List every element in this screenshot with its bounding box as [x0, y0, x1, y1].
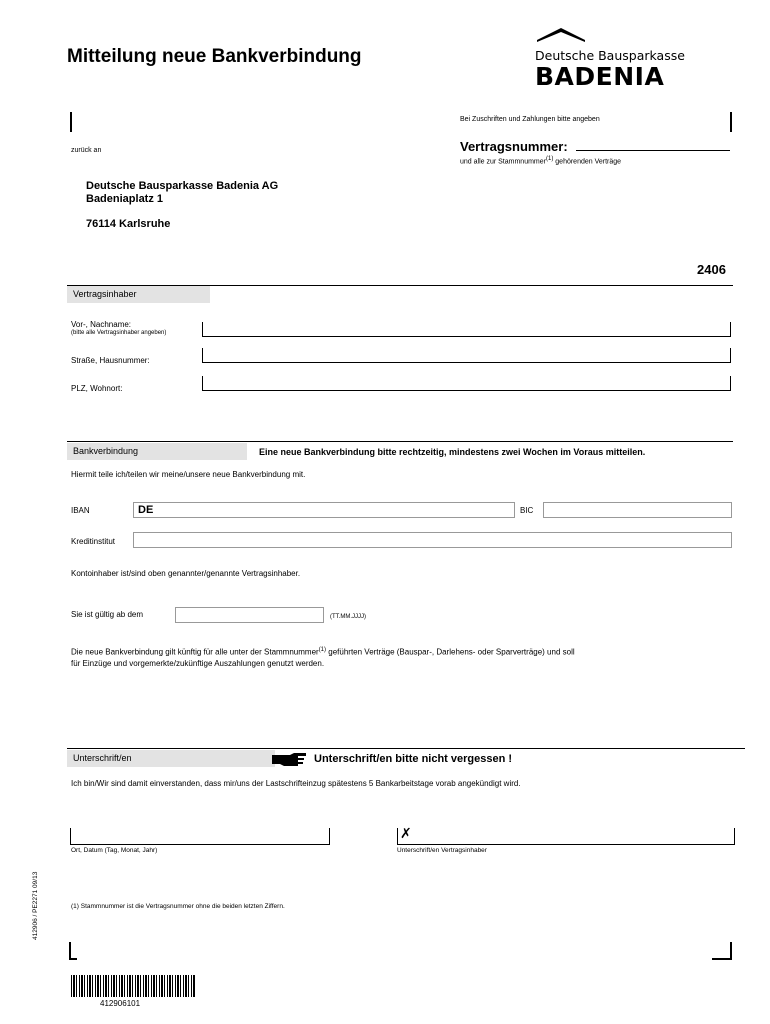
city-label: PLZ, Wohnort:	[71, 384, 123, 393]
side-code: 412906 / PE2271 09/13	[32, 871, 39, 940]
signature-section-label: Unterschrift/en	[67, 750, 275, 767]
holder-section-label: Vertragsinhaber	[67, 286, 210, 303]
bank-section-label: Bankverbindung	[67, 443, 247, 460]
reference-notice: Bei Zuschriften und Zahlungen bitte angeben	[460, 116, 600, 123]
street-label: Straße, Hausnummer:	[71, 356, 150, 365]
barcode	[71, 975, 196, 997]
form-code: 2406	[697, 262, 726, 277]
owner-note: Kontoinhaber ist/sind oben genannter/genannte Vertragsinhaber.	[71, 569, 301, 578]
frame-corner-left	[70, 112, 72, 132]
valid-from-label: Sie ist gültig ab dem	[71, 610, 144, 619]
street-input[interactable]	[202, 348, 731, 363]
iban-label: IBAN	[71, 506, 90, 515]
footnote: (1) Stammnummer ist die Vertragsnummer ohne die beiden letzten Ziffern.	[71, 903, 285, 910]
bank-intro: Hiermit teile ich/teilen wir meine/unsere neue Bankverbindung mit.	[71, 470, 306, 479]
contract-number-field[interactable]	[576, 149, 730, 151]
section-divider	[67, 748, 745, 749]
iban-country-prefix: DE	[138, 504, 154, 516]
address-line-3: 76114 Karlsruhe	[86, 218, 171, 230]
validity-text: Die neue Bankverbindung gilt künftig für alle unter der Stammnummer$^{(1)}$ geführten Verträge (Bauspar-, Darlehens- oder Sparverträge) und soll	[71, 647, 575, 657]
frame-corner-bottom-right	[712, 958, 732, 960]
address-line-1: Deutsche Bausparkasse Badenia AG	[86, 180, 279, 192]
badenia-logo	[535, 26, 695, 90]
valid-from-input[interactable]	[175, 607, 324, 623]
frame-corner-bottom-left	[69, 958, 77, 960]
signature-reminder: Unterschrift/en bitte nicht vergessen !	[314, 753, 513, 765]
iban-input[interactable]	[133, 502, 515, 518]
name-hint: (bitte alle Vertragsinhaber angeben)	[71, 330, 167, 336]
return-label: zurück an	[71, 147, 102, 154]
field-end	[730, 322, 731, 337]
contract-number-label: Vertragsnummer:	[460, 139, 568, 154]
sign-mark-icon: ✗	[400, 825, 412, 841]
city-input[interactable]	[202, 376, 731, 391]
field-end	[730, 376, 731, 391]
field-end	[730, 348, 731, 363]
place-date-label: Ort, Datum (Tag, Monat, Jahr)	[71, 847, 158, 854]
barcode-number: 412906101	[100, 999, 141, 1008]
roof-logo-icon	[537, 26, 585, 42]
bank-section-notice: Eine neue Bankverbindung bitte rechtzeitig, mindestens zwei Wochen im Voraus mitteilen.	[259, 447, 646, 457]
consent-text: Ich bin/Wir sind damit einverstanden, dass mir/uns der Lastschrifteinzug spätestens 5 Bankarbeitstage vorab angekündigt wird.	[71, 779, 521, 788]
pointing-hand-icon	[272, 752, 306, 766]
name-input[interactable]	[202, 322, 731, 337]
bic-input[interactable]	[543, 502, 732, 518]
date-format-hint: (TT.MM.JJJJ)	[330, 614, 366, 620]
logo-name-text: BADENIA	[535, 62, 665, 91]
institute-label: Kreditinstitut	[71, 537, 116, 546]
signature-input[interactable]	[397, 825, 735, 845]
name-label: Vor-, Nachname:	[71, 320, 132, 329]
institute-input[interactable]	[133, 532, 732, 548]
address-line-2: Badeniaplatz 1	[86, 193, 164, 205]
page-title: Mitteilung neue Bankverbindung	[67, 46, 362, 67]
place-date-input[interactable]	[70, 828, 330, 845]
contract-number-sub: und alle zur Stammnummer$^{(1)}$ gehörenden Verträge	[460, 156, 622, 166]
section-divider	[67, 441, 733, 442]
signer-label: Unterschrift/en Vertragsinhaber	[397, 847, 487, 854]
validity-text-2: für Einzüge und vorgemerkte/zukünftige Auszahlungen genutzt werden.	[71, 659, 325, 668]
logo-bank-text: Deutsche Bausparkasse	[535, 48, 685, 63]
bic-label: BIC	[520, 506, 534, 515]
frame-corner-right	[730, 112, 732, 132]
